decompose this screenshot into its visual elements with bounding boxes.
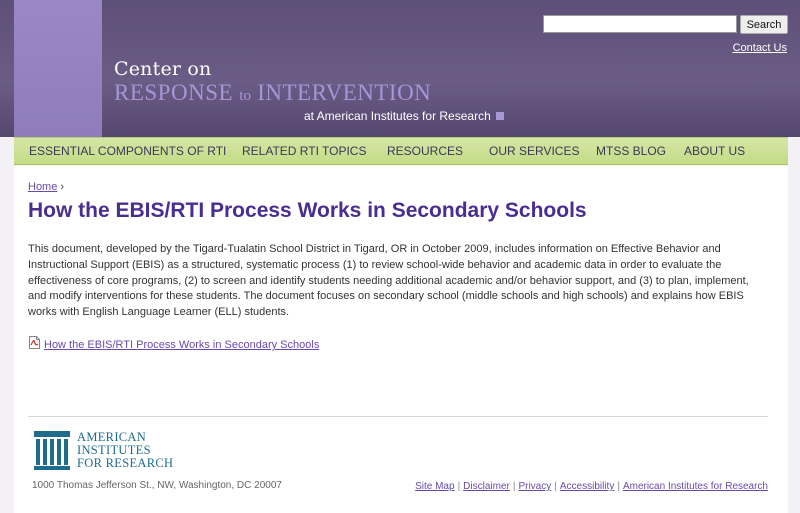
logo-word-to: to xyxy=(239,88,251,104)
pdf-file-icon[interactable] xyxy=(29,336,40,349)
footer-link-accessibility[interactable]: Accessibility xyxy=(559,481,615,492)
logo-line-air xyxy=(304,109,504,123)
nav-item-mtss-blog[interactable]: MTSS BLOG xyxy=(596,144,667,158)
contact-us-link[interactable]: Contact Us xyxy=(732,42,787,54)
air-wordmark-line2: INSTITUTES xyxy=(77,443,151,457)
footer-link-site-map[interactable]: Site Map xyxy=(415,481,455,492)
footer-link-disclaimer[interactable]: Disclaimer xyxy=(463,481,510,492)
nav-item-essential-components[interactable]: ESSENTIAL COMPONENTS OF RTI xyxy=(29,144,227,158)
page-description: This document, developed by the Tigard-Tualatin School District in Tigard, OR in October 2009, includes information on Effective Behavior and Instructional Support (EBIS) as a structured, systematic process (1) to review school-wide behavior and academic data in order to evaluate the effectiveness of core programs, (2) to screen and identify students needing additional academic and/or behavior support, and (3) to plan, implement, and modify interventions for these students. The document focuses on secondary school (middle schools and high schools) and explains how EBIS works with English Language Learner (ELL) students. xyxy=(28,243,749,319)
breadcrumb xyxy=(28,181,64,193)
main-nav xyxy=(14,137,788,165)
footer-link-air[interactable]: American Institutes for Research xyxy=(622,481,768,492)
nav-item-resources[interactable]: RESOURCES xyxy=(387,144,464,158)
air-wordmark xyxy=(77,431,173,470)
footer-link-separator: | xyxy=(617,481,620,492)
footer-divider xyxy=(28,416,768,417)
nav-item-about-us[interactable]: ABOUT US xyxy=(684,144,746,158)
logo-tagline: at American Institutes for Research xyxy=(304,109,491,123)
footer-link-separator: | xyxy=(512,481,516,492)
search-input[interactable] xyxy=(543,15,737,33)
air-logo[interactable] xyxy=(32,431,172,471)
air-wordmark-line3: FOR RESEARCH xyxy=(77,456,174,470)
footer-link-separator: | xyxy=(554,481,557,492)
air-wordmark-line1: AMERICAN xyxy=(77,430,147,444)
breadcrumb-home-link[interactable]: Home xyxy=(28,181,58,193)
logo-line-rti xyxy=(114,80,431,106)
logo-word-response: RESPONSE xyxy=(114,80,234,105)
nav-item-our-services[interactable]: OUR SERVICES xyxy=(489,144,580,158)
nav-item-related-topics[interactable]: RELATED RTI TOPICS xyxy=(242,144,367,158)
search-button[interactable]: Search xyxy=(740,15,788,34)
header-accent-stripe xyxy=(14,0,102,137)
footer-link-privacy[interactable]: Privacy xyxy=(518,481,552,492)
pdf-download-link[interactable]: How the EBIS/RTI Process Works in Secondary Schools xyxy=(44,339,320,351)
footer-link-separator: | xyxy=(457,481,461,492)
logo-word-intervention: INTERVENTION xyxy=(257,80,432,105)
footer-address: 1000 Thomas Jefferson St., NW, Washington, DC 20007 xyxy=(32,480,282,491)
breadcrumb-separator: › xyxy=(60,181,65,193)
air-building-icon xyxy=(32,431,72,471)
page-title: How the EBIS/RTI Process Works in Secondary Schools xyxy=(28,199,587,222)
logo-square-icon xyxy=(496,112,504,120)
logo-line-center-on: Center on xyxy=(114,58,212,80)
footer-links xyxy=(415,481,768,492)
